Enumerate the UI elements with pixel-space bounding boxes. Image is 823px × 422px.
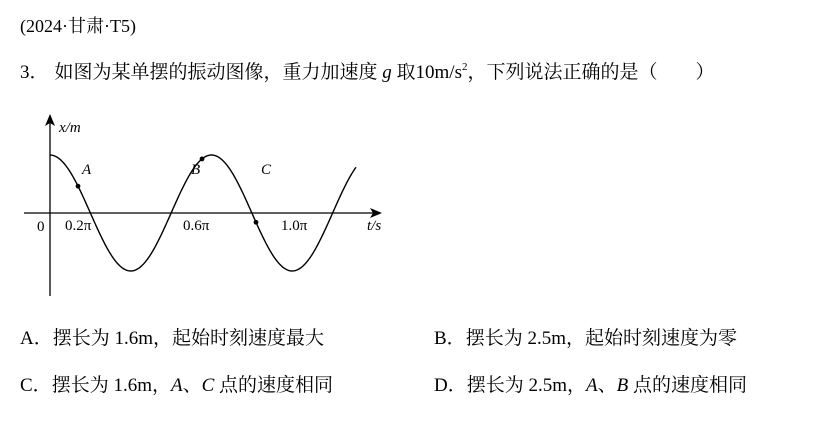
stem-text-3: ，下列说法正确的是（ ）: [467, 62, 715, 83]
option-d-sep: 、: [597, 375, 617, 396]
g-symbol: g: [382, 62, 392, 83]
y-axis-label: x/m: [59, 120, 81, 136]
point-b-label: B: [191, 162, 201, 178]
option-d[interactable]: [434, 373, 747, 399]
option-b[interactable]: [434, 326, 737, 352]
option-b-text: 摆长为 2.5m，起始时刻速度为零: [465, 328, 737, 349]
option-d-letter: D．: [434, 375, 467, 396]
tick-label-1.0pi: 1.0π: [281, 218, 308, 234]
option-c-text-1: 摆长为 1.6m，: [51, 375, 171, 396]
option-a-text: 摆长为 1.6m，起始时刻速度最大: [52, 328, 325, 349]
option-c-point-2: C: [201, 375, 215, 396]
option-d-point-1: A: [586, 375, 598, 396]
option-c-letter: C．: [20, 375, 52, 396]
option-a-letter: A．: [20, 328, 53, 349]
option-c-text-2: 点的速度相同: [214, 375, 334, 396]
stem-text-2: 取10m/s: [391, 62, 462, 83]
option-c-point-1: A: [170, 375, 183, 396]
option-d-point-2: B: [616, 375, 629, 396]
tick-label-0.6pi: 0.6π: [183, 218, 210, 234]
origin-label: 0: [37, 219, 45, 235]
tick-label-0.2pi: 0.2π: [65, 218, 92, 234]
question-stem: [20, 60, 715, 86]
option-c[interactable]: [20, 373, 333, 399]
point-a-label: A: [82, 162, 92, 178]
option-c-sep: 、: [182, 375, 202, 396]
source-tag: (2024·甘肃·T5): [20, 16, 136, 36]
point-b-dot: [200, 157, 205, 162]
exponent: 2: [461, 61, 468, 73]
x-axis-label: t/s: [367, 218, 382, 234]
stem-text-1: 如图为某单摆的振动图像，重力加速度: [54, 62, 383, 83]
point-c-dot: [254, 220, 259, 225]
vibration-graph: [18, 108, 398, 303]
option-d-text-1: 摆长为 2.5m，: [466, 375, 587, 396]
point-a-dot: [76, 184, 81, 189]
option-d-text-2: 点的速度相同: [628, 375, 748, 396]
question-number: 3．: [20, 62, 49, 83]
option-b-letter: B．: [434, 328, 466, 349]
option-a[interactable]: [20, 326, 324, 352]
point-c-label: C: [261, 162, 272, 178]
